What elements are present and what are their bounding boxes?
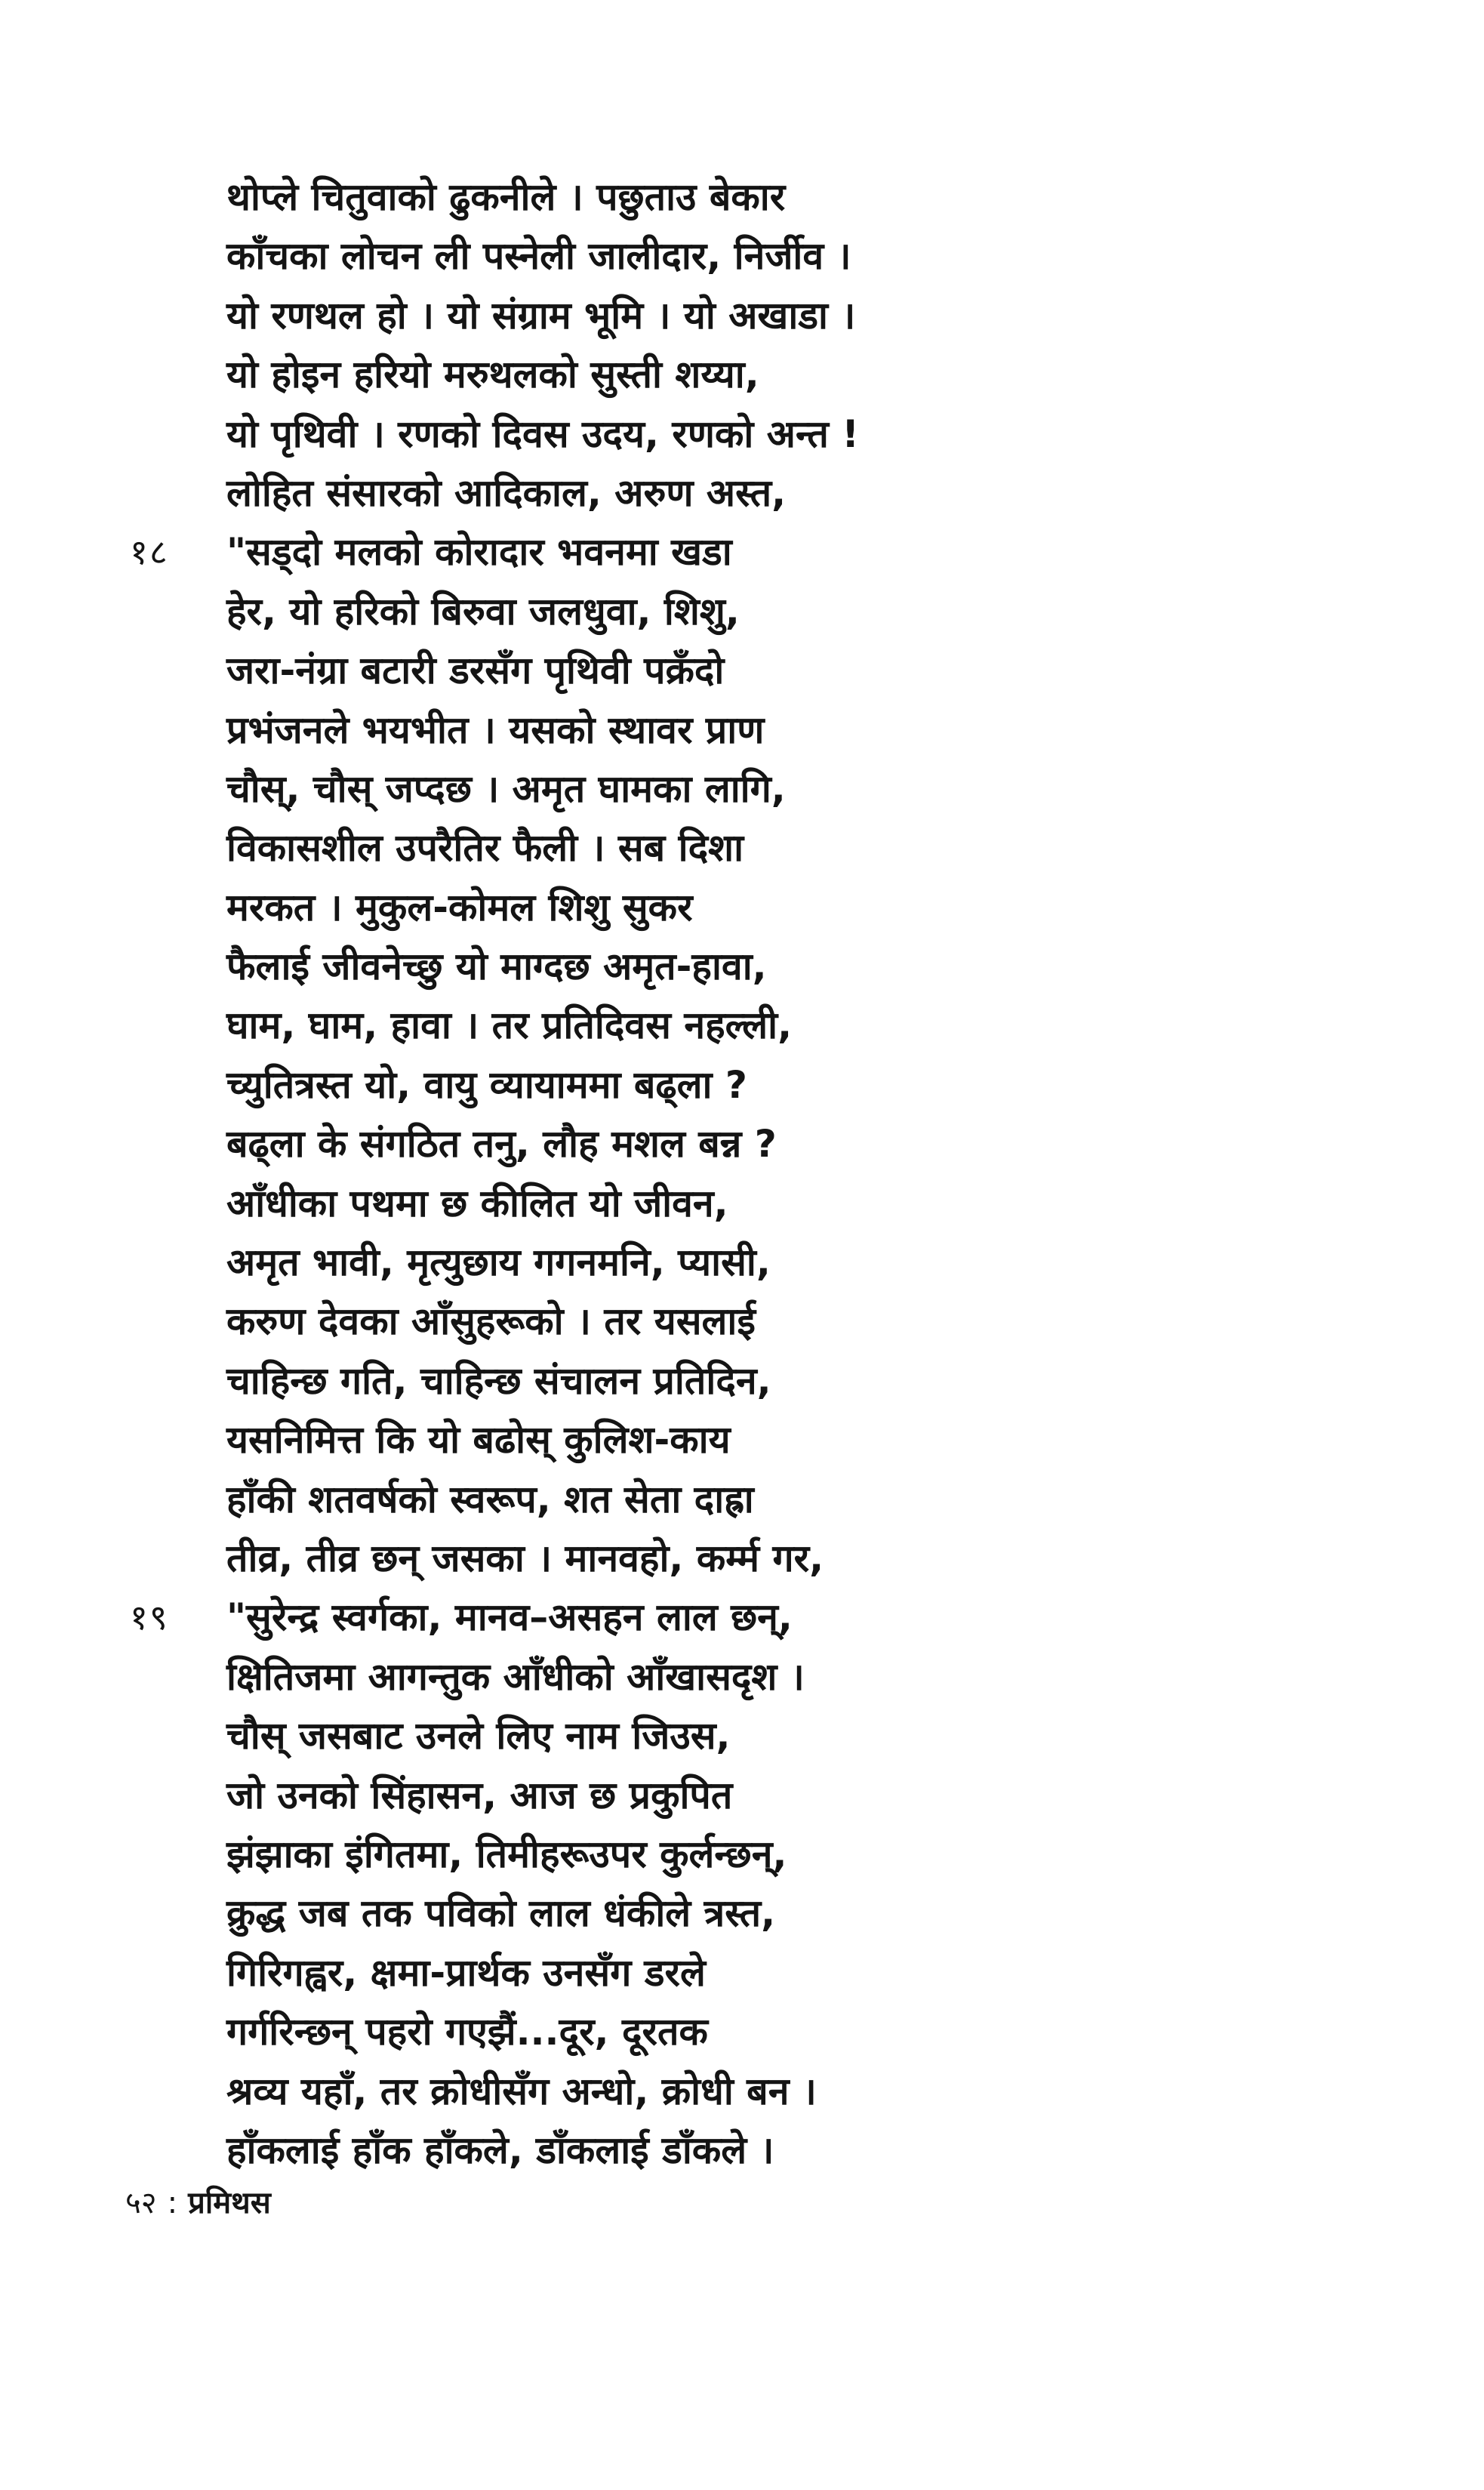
poem-line [226, 2002, 1404, 2061]
poem-line-text: थोप्ले चितुवाको ढुकनीले । पछुताउ बेकार [226, 175, 786, 219]
poem-line-text: च्युतित्रस्त यो, वायु व्यायाममा बढ्ला ? [226, 1062, 747, 1107]
poem-line [226, 641, 1404, 700]
poem-line [226, 168, 1404, 227]
poem-line-text: हाँकी शतवर्षको स्वरूप, शत सेता दाह्रा [226, 1477, 754, 1521]
verse-number: १९ [130, 1597, 169, 1638]
poem-line [226, 582, 1404, 641]
footer-separator: : [167, 2186, 178, 2220]
poem-line [226, 1292, 1404, 1351]
poem-line [226, 405, 1404, 464]
poem-line-text: करुण देवका आँसुहरूको । तर यसलाई [226, 1299, 756, 1344]
poem-line [226, 1351, 1404, 1410]
poem-line-text: चौस्, चौस् जप्दछ । अमृत घामका लागि, [226, 766, 786, 811]
poem-line-text: जो उनको सिंहासन, आज छ प्रकुपित [226, 1773, 733, 1817]
poem-line-text: हेर, यो हरिको बिरुवा जलधुवा, शिशु, [226, 589, 740, 633]
poem-line [226, 345, 1404, 404]
poem-line [226, 878, 1404, 937]
poem-line [130, 1588, 1404, 1647]
poem-line-text: झंझाका इंगितमा, तिमीहरूउपर कुर्लन्छन्, [226, 1832, 787, 1876]
poem-line-text: लोहित संसारको आदिकाल, अरुण अस्त, [226, 470, 787, 515]
poem-line [226, 1706, 1404, 1765]
poem-line [226, 464, 1404, 522]
poem-line-text: विकासशील उपरैतिर फैली । सब दिशा [226, 826, 744, 871]
poem-line-text: श्रव्य यहाँ, तर क्रोधीसँग अन्धो, क्रोधी बन । [226, 2069, 817, 2113]
poem-line-text: आँधीका पथमा छ कीलित यो जीवन, [226, 1181, 728, 1225]
poem-line [226, 937, 1404, 996]
poem-line [226, 1884, 1404, 1943]
poem-line-text: क्रुद्ध जब तक पविको लाल धंकीले त्रस्त, [226, 1891, 776, 1936]
poem-line-text: "सुरेन्द्र स्वर्गका, मानव–असहन लाल छन्, [226, 1595, 793, 1640]
poem-line [226, 1647, 1404, 1706]
poem-line-text: यो होइन हरियो मरुथलको सुस्ती शय्या, [226, 353, 759, 397]
poem-line [226, 1114, 1404, 1173]
poem-line-text: काँचका लोचन ली पस्नेली जालीदार, निर्जीव । [226, 234, 851, 279]
poem-line-text: गिरिगह्वर, क्षमा-प्रार्थक उनसँग डरले [226, 1950, 706, 1995]
poem-line-text: तीव्र, तीव्र छन् जसका । मानवहो, कर्म्म गर, [226, 1536, 824, 1580]
poem-line-text: "सड्दो मलको कोरादार भवनमा खडा [226, 530, 732, 575]
poem-line [130, 522, 1404, 581]
poem-line [226, 1174, 1404, 1233]
poem-line-text: घाम, घाम, हावा । तर प्रतिदिवस नहल्ली, [226, 1003, 793, 1048]
poem-line-text: मरकत । मुकुल-कोमल शिशु सुकर [226, 885, 693, 929]
poem-line-text: जरा-नंग्रा बटारी डरसँग पृथिवी पक्रँदो [226, 649, 725, 693]
poem-line-text: यसनिमित्त कि यो बढोस् कुलिश-काय [226, 1418, 731, 1462]
poem-line [226, 996, 1404, 1055]
poem-line-text: चाहिन्छ गति, चाहिन्छ संचालन प्रतिदिन, [226, 1358, 771, 1403]
poem-line [226, 760, 1404, 818]
poem-line-text: क्षितिजमा आगन्तुक आँधीको आँखासदृश । [226, 1654, 805, 1699]
page-footer [125, 2180, 271, 2226]
poem-line [226, 1055, 1404, 1114]
poem-body [130, 168, 1404, 2180]
poem-line [226, 818, 1404, 877]
poem-line-text: अमृत भावी, मृत्युछाय गगनमनि, प्यासी, [226, 1240, 771, 1285]
verse-number: १८ [130, 532, 169, 573]
poem-line-text: हाँकलाई हाँक हाँकले, डाँकलाई डाँकले । [226, 2128, 774, 2172]
poem-line [226, 1943, 1404, 2002]
poem-line [226, 2062, 1404, 2121]
poem-line [226, 1410, 1404, 1469]
poem-line [226, 227, 1404, 285]
poem-line-text: चौस् जसबाट उनले लिए नाम जिउस, [226, 1714, 731, 1758]
poem-line [226, 2121, 1404, 2180]
poem-line-text: बढ्ला के संगठित तनु, लौह मशल बन्न ? [226, 1122, 777, 1166]
poem-line-text: यो पृथिवी । रणको दिवस उदय, रणको अन्त ! [226, 411, 860, 456]
poem-line-text: प्रभंजनले भयभीत । यसको स्थावर प्राण [226, 707, 765, 752]
book-title: प्रमिथस [188, 2186, 271, 2220]
page-number: ५२ [125, 2186, 157, 2220]
poem-line [226, 1233, 1404, 1292]
poem-line [226, 701, 1404, 760]
poem-line [226, 286, 1404, 345]
poem-line-text: फैलाई जीवनेच्छु यो माग्दछ अमृत-हावा, [226, 945, 767, 989]
poem-line [226, 1470, 1404, 1529]
poem-line [226, 1766, 1404, 1825]
poem-line [226, 1825, 1404, 1884]
poem-line-text: यो रणथल हो । यो संग्राम भूमि । यो अखाडा । [226, 293, 856, 337]
poem-line-text: गर्गरिन्छन् पहरो गएझैं...दूर, दूरतक [226, 2010, 708, 2054]
poem-line [226, 1529, 1404, 1588]
